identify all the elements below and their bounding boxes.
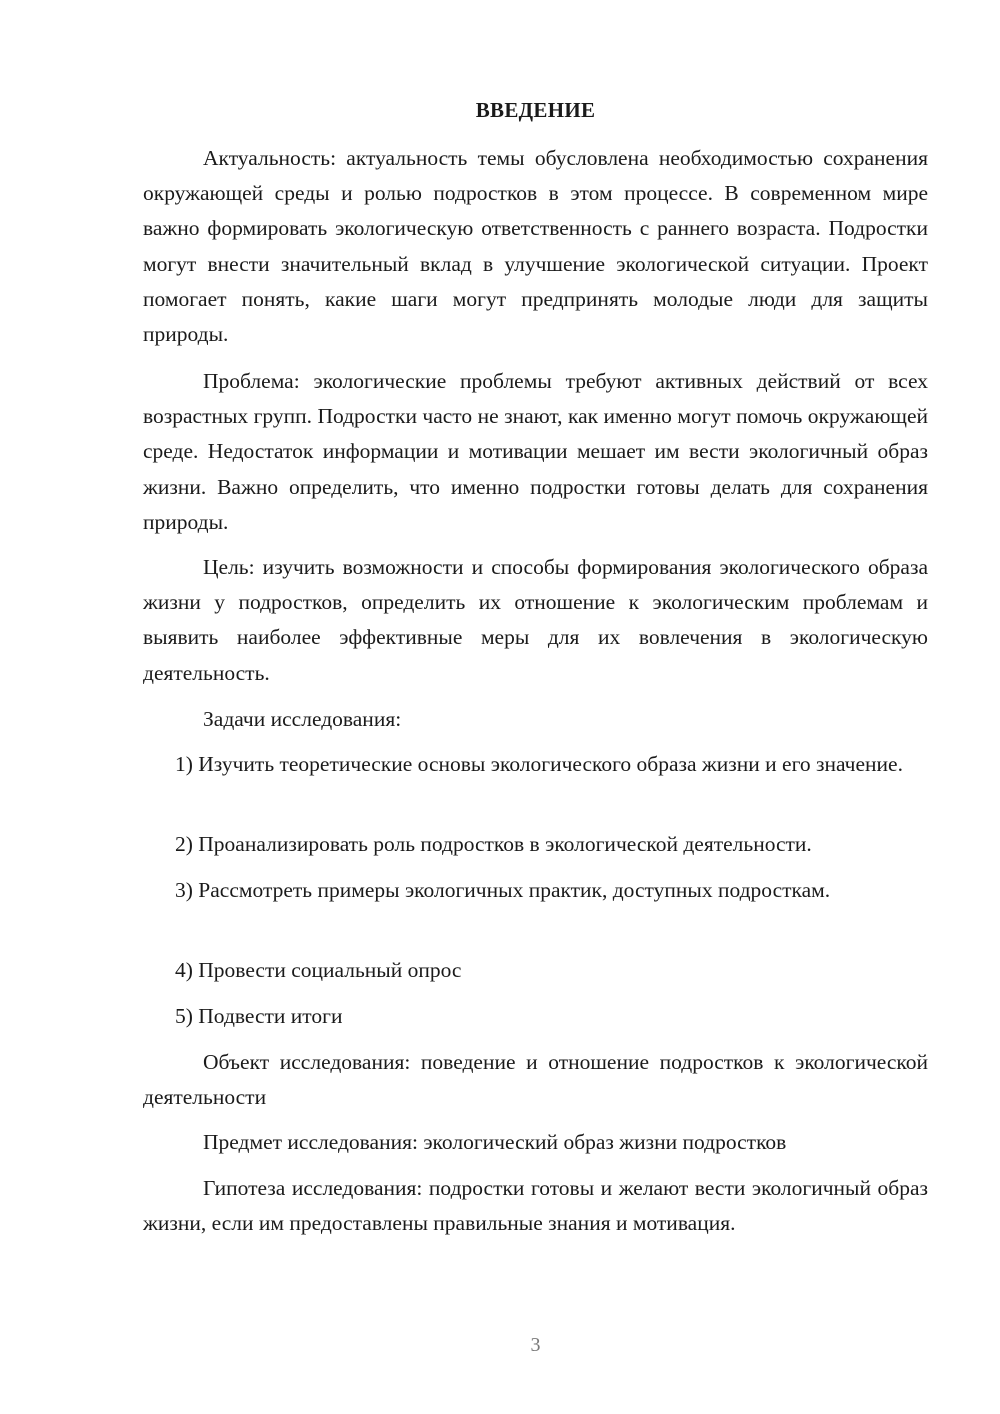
hypothesis-paragraph: Гипотеза исследования: подростки готовы и желают вести экологичный образ жизни, если им предоставлены правильные знания и мотивация.	[143, 1176, 928, 1236]
research-subject-paragraph: Предмет исследования: экологический образ жизни подростков	[203, 1130, 787, 1154]
document-page	[143, 0, 928, 1414]
problem-paragraph: Проблема: экологические проблемы требуют активных действий от всех возрастных групп. Подростки часто не знают, как именно могут помочь окружающей среде. Недостаток информации и мотивации мешает им вести экологичный образ жизни. Важно определить, что именно подростки готовы делать для сохранения природы.	[143, 369, 928, 534]
research-object-paragraph: Объект исследования: поведение и отношение подростков к экологической деятельности	[143, 1050, 928, 1110]
page-number: 3	[530, 1334, 541, 1356]
tasks-heading: Задачи исследования:	[203, 707, 402, 731]
task-item-5: 5) Подвести итоги	[175, 1004, 343, 1028]
section-heading: ВВЕДЕНИЕ	[475, 98, 596, 122]
goal-paragraph: Цель: изучить возможности и способы формирования экологического образа жизни у подростков, определить их отношение к экологическим проблемам и выявить наиболее эффективные меры для их вовлечения в экологическую деятельность.	[143, 555, 928, 685]
task-item-4: 4) Провести социальный опрос	[175, 958, 462, 982]
relevance-paragraph: Актуальность: актуальность темы обусловлена необходимостью сохранения окружающей среды и ролью подростков в этом процессе. В современном мире важно формировать экологическую ответственность с раннего возраста. Подростки могут внести значительный вклад в улучшение экологической ситуации. Проект помогает понять, какие шаги могут предпринять молодые люди для защиты природы.	[143, 146, 928, 347]
task-item-2: 2) Проанализировать роль подростков в экологической деятельности.	[175, 832, 812, 856]
task-item-1: 1) Изучить теоретические основы экологического образа жизни и его значение.	[175, 752, 903, 776]
task-item-3: 3) Рассмотреть примеры экологичных практик, доступных подросткам.	[175, 878, 831, 902]
